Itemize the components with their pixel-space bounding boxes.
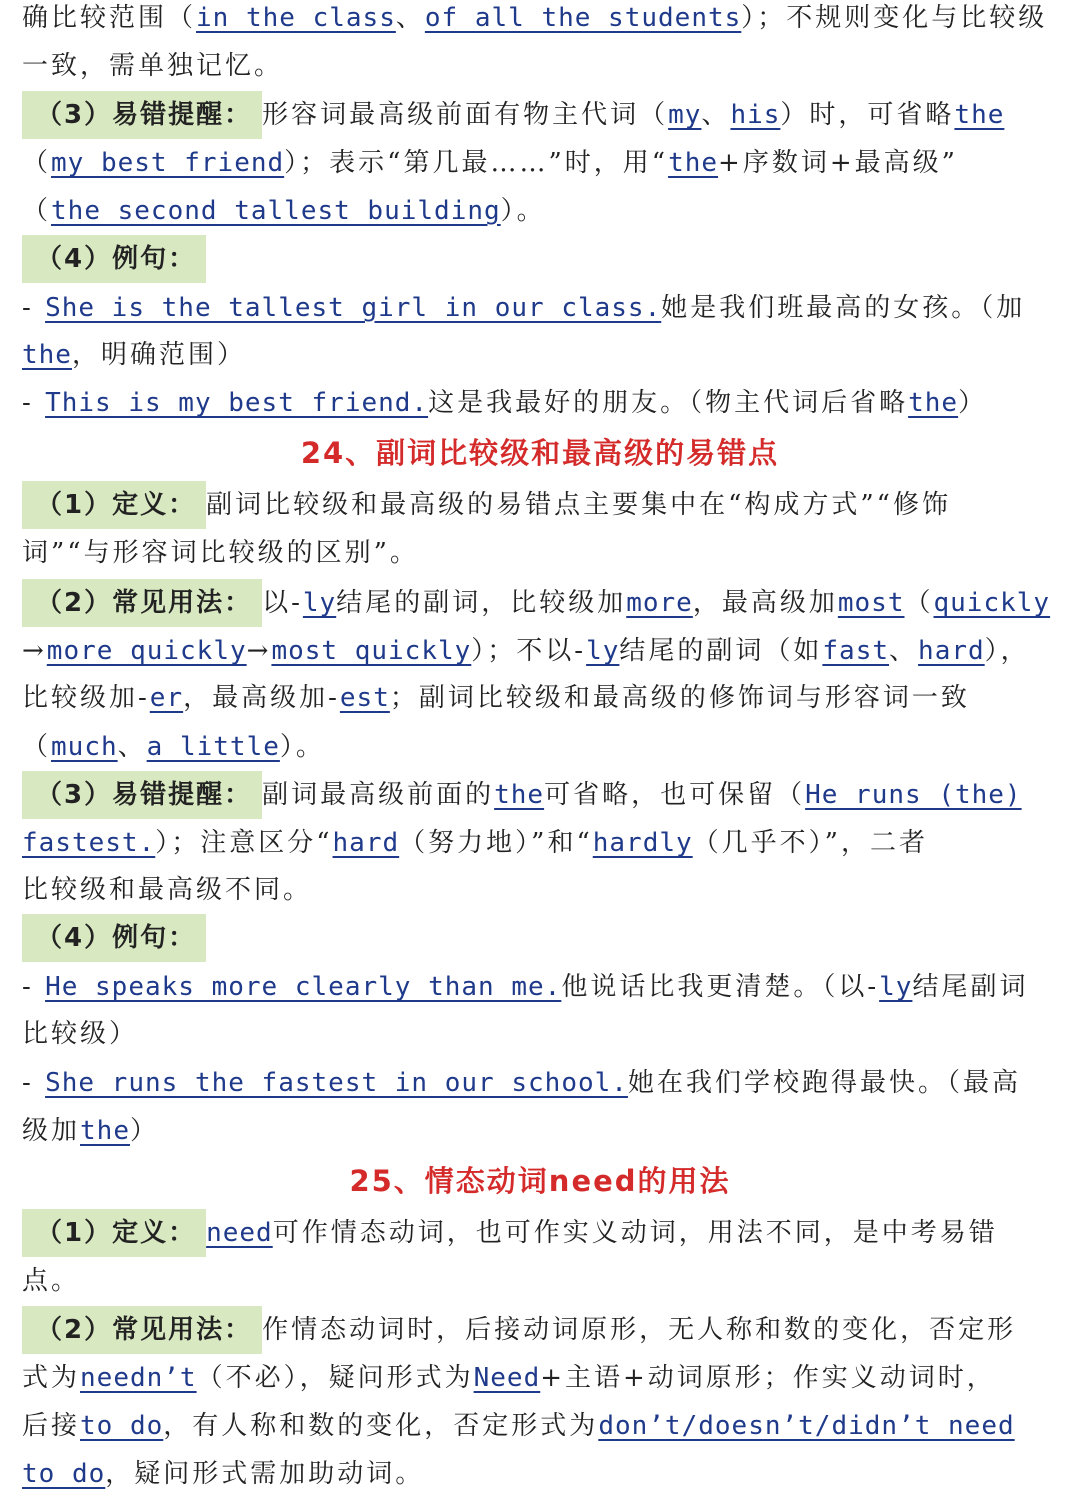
- text-line: [22, 866, 1066, 914]
- example-sentence: She runs the fastest in our school.: [45, 1068, 628, 1098]
- english-word: much: [51, 732, 118, 762]
- text: （: [22, 148, 52, 178]
- english-word: hardly: [592, 828, 693, 858]
- english-word: quickly: [933, 588, 1051, 618]
- text: （努力地）”和“: [399, 828, 593, 858]
- english-word: the: [22, 340, 72, 370]
- text: ）；表示“第几最……”时，用“: [284, 148, 669, 178]
- english-phrase: the second tallest building: [51, 196, 501, 226]
- text: ，疑问形式需加助动词。: [105, 1459, 425, 1489]
- point-label: （4）例句：: [22, 235, 206, 283]
- text: 、: [117, 732, 147, 762]
- english-phrase: more quickly: [46, 636, 247, 666]
- example-sentence: This is my best friend.: [45, 388, 429, 418]
- text-line: [22, 1257, 1066, 1305]
- example-line: [22, 284, 1066, 332]
- text: ），: [984, 636, 1030, 666]
- text: 结尾副词: [912, 972, 1029, 1002]
- text-line: [22, 674, 1066, 722]
- text: 词”“与形容词比较级的区别”。: [22, 538, 419, 568]
- text: （: [22, 196, 52, 226]
- text: ，有人称和数的变化，否定形式为: [163, 1411, 599, 1441]
- section-heading: 25、情态动词need的用法: [349, 1164, 731, 1198]
- text: 比较级）: [22, 1019, 139, 1049]
- text: 以-: [262, 588, 303, 618]
- text: 可作情态动词，也可作实义动词，用法不同，是中考易错: [272, 1218, 998, 1248]
- text: ，明确范围）: [71, 340, 246, 370]
- english-word: my: [668, 100, 702, 130]
- example-translation: 他说话比我更清楚。（以-: [561, 972, 880, 1002]
- english-phrase: my best friend: [51, 148, 285, 178]
- point-label: （2）常见用法：: [22, 579, 262, 627]
- text: 结尾的副词（如: [619, 636, 823, 666]
- english-word: Need: [473, 1363, 541, 1393]
- text: ）；不规则变化与比较级: [741, 3, 1048, 33]
- text: 形容词最高级前面有物主代词（: [262, 100, 669, 130]
- list-dash: -: [22, 972, 46, 1002]
- text-line: [22, 0, 1066, 42]
- example-line: [22, 963, 1066, 1011]
- example-line: [22, 379, 1066, 427]
- example-line: [22, 1059, 1066, 1107]
- text: 可省略，也可保留（: [544, 780, 806, 810]
- arrow-icon: →: [246, 636, 272, 666]
- text-line: [22, 723, 1066, 771]
- text: ）: [129, 1116, 159, 1146]
- point-label: （4）例句：: [22, 914, 206, 962]
- text: ）；注意区分“: [155, 828, 333, 858]
- text: 确比较范围（: [22, 3, 197, 33]
- english-word: ly: [879, 972, 913, 1002]
- english-word: hard: [332, 828, 400, 858]
- english-word: the: [908, 388, 959, 418]
- english-word: the: [954, 100, 1005, 130]
- text-line: [22, 42, 1066, 90]
- text: 、: [701, 100, 731, 130]
- point-label: （3）易错提醒：: [22, 771, 262, 819]
- text: ）；不以-: [471, 636, 587, 666]
- english-phrase: in the class: [196, 3, 396, 33]
- text: 副词最高级前面的: [262, 780, 495, 810]
- example-line: [22, 1010, 1066, 1058]
- text: 式为: [22, 1363, 81, 1393]
- text-line: [22, 235, 1066, 283]
- text-line: [22, 914, 1066, 962]
- text-line: [22, 481, 1066, 529]
- text: 一致，需单独记忆。: [22, 51, 284, 81]
- point-label: （3）易错提醒：: [22, 91, 262, 139]
- example-translation: 她在我们学校跑得最快。（最高: [627, 1068, 1021, 1098]
- text-line: [22, 819, 1066, 867]
- english-phrase: most quickly: [271, 636, 472, 666]
- text: ，最高级加: [692, 588, 838, 618]
- text: 比较级加-: [22, 683, 150, 713]
- text-line: [22, 187, 1066, 235]
- english-word: er: [149, 683, 184, 713]
- text: 后接: [22, 1411, 81, 1441]
- text: 作情态动词时，后接动词原形，无人称和数的变化，否定形: [262, 1315, 1017, 1345]
- example-sentence: She is the tallest girl in our class.: [45, 293, 662, 323]
- english-word: the: [80, 1116, 130, 1146]
- list-dash: -: [22, 1068, 46, 1098]
- text: （: [22, 732, 52, 762]
- example-sentence: He speaks more clearly than me.: [45, 972, 562, 1002]
- english-word: the: [494, 780, 545, 810]
- english-phrase: He runs (the): [805, 780, 1022, 810]
- english-phrase: to do: [80, 1411, 164, 1441]
- text: （不必），疑问形式为: [196, 1363, 474, 1393]
- english-word: more: [626, 588, 693, 618]
- text: 副词比较级和最高级的易错点主要集中在“构成方式”“修饰: [206, 490, 951, 520]
- point-label: （1）定义：: [22, 481, 206, 529]
- text-line: [22, 771, 1066, 819]
- text: 、: [889, 636, 919, 666]
- text-line: [22, 1209, 1066, 1257]
- text-line: [22, 1450, 1066, 1498]
- text-line: [22, 139, 1066, 187]
- english-word: needn’t: [80, 1363, 197, 1393]
- english-word: ly: [302, 588, 337, 618]
- english-word: his: [730, 100, 781, 130]
- text-line: [22, 1402, 1066, 1450]
- text: ）。: [500, 196, 546, 226]
- english-word: fastest.: [22, 828, 156, 858]
- text-line: [22, 529, 1066, 577]
- text: 结尾的副词，比较级加: [336, 588, 627, 618]
- example-translation: 她是我们班最高的女孩。（加: [661, 293, 1026, 323]
- text: ，最高级加-: [183, 683, 340, 713]
- text: ）。: [279, 732, 325, 762]
- point-label: （1）定义：: [22, 1209, 206, 1257]
- text: 比较级和最高级不同。: [22, 875, 313, 905]
- text-line: [22, 579, 1066, 627]
- text-line: [22, 1354, 1066, 1402]
- text: ）时，可省略: [780, 100, 955, 130]
- text: ）: [958, 388, 988, 418]
- text: +主语+动词原形；作实义动词时，: [540, 1363, 996, 1393]
- example-line: [22, 1107, 1066, 1155]
- text: （几乎不）”，二者: [692, 828, 928, 858]
- example-translation: 这是我最好的朋友。（物主代词后省略: [428, 388, 909, 418]
- section-heading: 24、副词比较级和最高级的易错点: [300, 436, 780, 470]
- text-line: [22, 1306, 1066, 1354]
- list-dash: -: [22, 293, 46, 323]
- text-line: [22, 91, 1066, 139]
- english-word: most: [837, 588, 905, 618]
- english-word: ly: [586, 636, 620, 666]
- text: 级加: [22, 1116, 81, 1146]
- english-phrase: don’t/doesn’t/didn’t need: [598, 1411, 1015, 1441]
- english-word: fast: [822, 636, 890, 666]
- english-phrase: of all the students: [424, 3, 742, 33]
- list-dash: -: [22, 388, 46, 418]
- english-word: est: [339, 683, 390, 713]
- example-line: [22, 331, 1066, 379]
- english-phrase: a little: [146, 732, 280, 762]
- english-word: need: [206, 1218, 273, 1248]
- text: （: [904, 588, 934, 618]
- english-word: the: [668, 148, 719, 178]
- english-phrase: to do: [22, 1459, 106, 1489]
- text: 点。: [22, 1266, 81, 1296]
- text: 、: [395, 3, 425, 33]
- text: ；副词比较级和最高级的修饰词与形容词一致: [389, 683, 970, 713]
- text: +序数词+最高级”: [718, 148, 958, 178]
- arrow-icon: →: [22, 636, 47, 666]
- point-label: （2）常见用法：: [22, 1306, 262, 1354]
- english-word: hard: [918, 636, 985, 666]
- text-line: [22, 627, 1066, 675]
